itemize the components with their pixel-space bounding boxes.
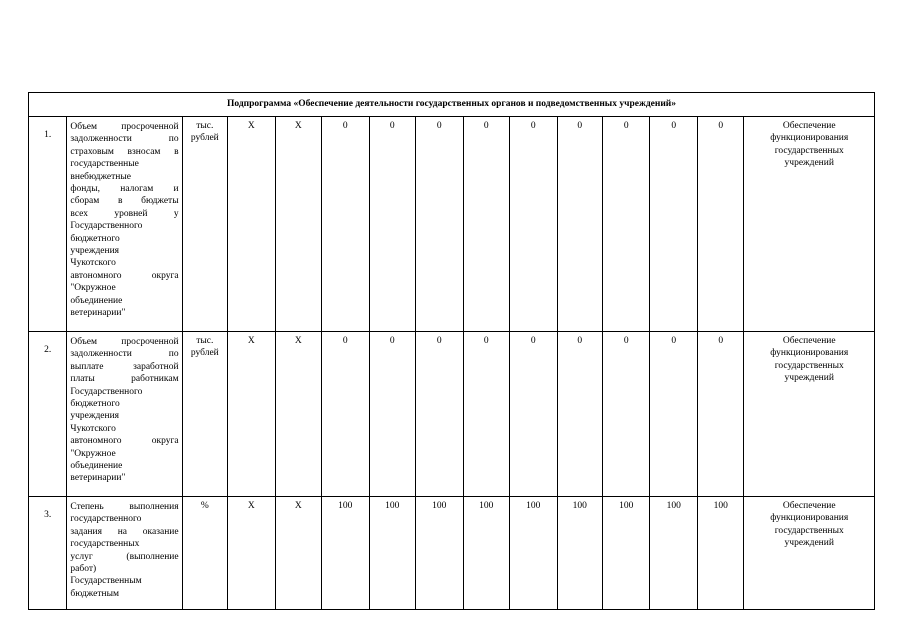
value-cell: 0 [463, 332, 509, 497]
value-cell: 0 [322, 117, 370, 332]
value-cell: 100 [322, 497, 370, 610]
indicator-name-line: Степень выполнения [70, 502, 179, 512]
indicator-name-line: всех уровней у [70, 208, 179, 219]
value-cell: Х [228, 497, 276, 610]
indicator-name-line: Чукотского [70, 258, 116, 269]
row-number: 3. [29, 497, 67, 610]
row-number: 1. [29, 117, 67, 332]
table-row [29, 497, 875, 610]
indicator-name-line: Чукотского [70, 423, 116, 434]
indicator-name-line: выплате заработной [70, 361, 179, 372]
value-cell: 0 [697, 332, 743, 497]
indicator-name-line: ветеринарии" [70, 473, 126, 484]
purpose-note: Обеспечение функционирования государственных учреждений [744, 332, 875, 497]
value-cell: 100 [416, 497, 464, 610]
indicator-name [67, 332, 182, 497]
indicator-name-line: учреждения [70, 246, 120, 257]
indicator-name-line: внебюджетные [70, 171, 131, 182]
unit-of-measure: тыс. рублей [182, 332, 227, 497]
purpose-note: Обеспечение функционирования государственных учреждений [744, 117, 875, 332]
indicator-name-line: бюджетного [70, 399, 120, 410]
value-cell: 0 [510, 117, 558, 332]
purpose-note: Обеспечение функционирования государственных учреждений [744, 497, 875, 610]
value-cell: 100 [463, 497, 509, 610]
value-cell: 100 [369, 497, 415, 610]
indicator-name-line: Государственным [70, 576, 142, 587]
value-cell: 0 [602, 117, 650, 332]
indicator-name-line: работ) [70, 564, 97, 575]
value-cell: 0 [650, 117, 698, 332]
indicator-name-line: бюджетного [70, 233, 120, 244]
indicator-name-line: государственные [70, 159, 139, 170]
table-row [29, 117, 875, 332]
indicator-name-line: объединение [70, 461, 123, 472]
value-cell: Х [228, 117, 276, 332]
value-cell: 0 [322, 332, 370, 497]
value-cell: Х [275, 497, 321, 610]
value-cell: 0 [650, 332, 698, 497]
value-cell: 0 [510, 332, 558, 497]
indicator-name-line: "Окружное [70, 448, 116, 459]
indicator-name-line: Государственного [70, 386, 143, 397]
value-cell: Х [275, 332, 321, 497]
value-cell: 0 [369, 117, 415, 332]
subprogram-title: Подпрограмма «Обеспечение деятельности государственных органов и подведомственных учреждений» [29, 93, 875, 117]
indicator-name-line: услуг (выполнение [70, 551, 179, 562]
value-cell: 0 [416, 332, 464, 497]
subprogram-header-row [29, 93, 875, 117]
row-number: 2. [29, 332, 67, 497]
indicator-name-line: Государственного [70, 221, 143, 232]
value-cell: 0 [369, 332, 415, 497]
value-cell: 100 [697, 497, 743, 610]
indicator-name-line: задолженности по [70, 134, 179, 145]
value-cell: 100 [510, 497, 558, 610]
indicator-name-line: сборам в бюджеты [70, 196, 179, 207]
indicator-name-line: объединение [70, 295, 123, 306]
value-cell: 100 [650, 497, 698, 610]
value-cell: 0 [557, 117, 602, 332]
unit-of-measure: % [182, 497, 227, 610]
indicator-name-line: "Окружное [70, 283, 116, 294]
indicator-name-line: страховым взносам в [70, 146, 179, 157]
indicator-name-line: Объем просроченной [70, 122, 179, 132]
indicator-name-line: бюджетным [70, 588, 119, 599]
indicator-name [67, 117, 182, 332]
value-cell: 0 [463, 117, 509, 332]
value-cell: Х [275, 117, 321, 332]
indicator-name-line: платы работникам [70, 374, 179, 385]
indicator-name-line: государственного [70, 514, 142, 525]
table-row [29, 332, 875, 497]
table-body [29, 117, 875, 610]
indicator-name-line: автономного округа [70, 270, 179, 281]
unit-of-measure: тыс. рублей [182, 117, 227, 332]
indicator-name-line: учреждения [70, 411, 120, 422]
indicator-name-line: фонды, налогам и [70, 184, 179, 195]
value-cell: 0 [416, 117, 464, 332]
indicator-name-line: государственных [70, 539, 140, 550]
value-cell: 100 [557, 497, 602, 610]
indicator-name-line: автономного округа [70, 436, 179, 447]
value-cell: 0 [697, 117, 743, 332]
indicator-name [67, 497, 182, 610]
value-cell: Х [228, 332, 276, 497]
value-cell: 0 [557, 332, 602, 497]
indicator-name-line: задолженности по [70, 349, 179, 360]
value-cell: 100 [602, 497, 650, 610]
indicator-name-line: ветеринарии" [70, 308, 126, 319]
indicator-name-line: задания на оказание [70, 526, 179, 537]
indicator-table [28, 92, 875, 610]
indicator-name-line: Объем просроченной [70, 337, 179, 347]
value-cell: 0 [602, 332, 650, 497]
